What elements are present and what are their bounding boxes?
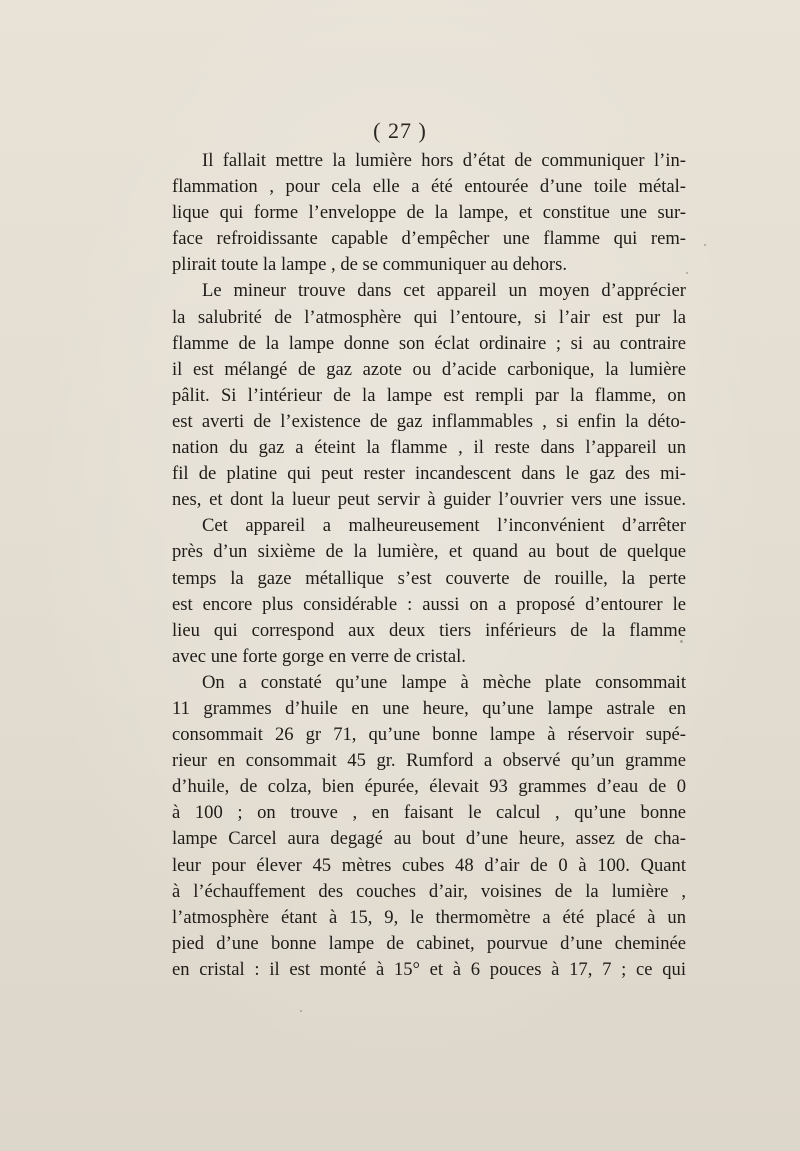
text-line: l’atmosphère étant à 15, 9, le thermomètre a été placé à un [172,906,686,928]
text-line: pied d’une bonne lampe de cabinet, pourvue d’une cheminée [172,932,686,954]
text-line: face refroidissante capable d’empêcher une flamme qui rem- [172,228,686,250]
text-line: avec une forte gorge en verre de cristal. [172,645,466,667]
text-line: la salubrité de l’atmosphère qui l’entoure, si l’air est pur la [172,306,686,328]
body-text [172,148,686,983]
text-line: rieur en consommait 45 gr. Rumford a observé qu’un gramme [172,750,686,772]
text-line: plirait toute la lampe , de se communiquer au dehors. [172,254,567,276]
text-line: nation du gaz a éteint la flamme , il reste dans l’appareil un [172,437,686,459]
text-line: il est mélangé de gaz azote ou d’acide carbonique, la lumière [172,358,686,380]
text-line: fil de platine qui peut rester incandescent dans le gaz des mi- [172,463,686,485]
text-line: à l’échauffement des couches d’air, voisines de la lumière , [172,880,686,902]
text-line: flammation , pour cela elle a été entourée d’une toile métal- [172,176,686,198]
text-line: lampe Carcel aura degagé au bout d’une heure, assez de cha- [172,828,686,850]
text-line: pâlit. Si l’intérieur de la lampe est rempli par la flamme, on [172,384,686,406]
text-line: 11 grammes d’huile en une heure, qu’une lampe astrale en [172,697,686,719]
text-line: à 100 ; on trouve , en faisant le calcul , qu’une bonne [172,802,686,824]
text-line: est averti de l’existence de gaz inflammables , si enfin la déto- [172,410,686,432]
text-line: flamme de la lampe donne son éclat ordinaire ; si au contraire [172,332,686,354]
paper-speck [704,244,706,246]
text-line: lique qui forme l’enveloppe de la lampe, et constitue une sur- [172,202,686,224]
text-line: d’huile, de colza, bien épurée, élevait 93 grammes d’eau de 0 [172,776,686,798]
text-line: On a constaté qu’une lampe à mèche plate consommait [202,671,686,693]
text-line: Le mineur trouve dans cet appareil un moyen d’apprécier [202,280,686,302]
page-number: ( 27 ) [373,118,427,143]
text-line: près d’un sixième de la lumière, et quand au bout de quelque [172,541,686,563]
text-line: est encore plus considérable : aussi on a proposé d’entourer le [172,593,686,615]
text-line: Il fallait mettre la lumière hors d’état de communiquer l’in- [202,150,686,171]
paper-speck [686,272,688,274]
text-line: leur pour élever 45 mètres cubes 48 d’air de 0 à 100. Quant [172,854,686,876]
text-line: consommait 26 gr 71, qu’une bonne lampe à réservoir supé- [172,724,686,746]
text-line: en cristal : il est monté à 15° et à 6 pouces à 17, 7 ; ce qui [172,958,686,980]
text-line: nes, et dont la lueur peut servir à guider l’ouvrier vers une issue. [172,489,686,511]
paper-speck [300,1010,302,1012]
text-line: Cet appareil a malheureusement l’inconvénient d’arrêter [202,515,686,537]
text-line: temps la gaze métallique s’est couverte de rouille, la perte [172,567,686,589]
text-line: lieu qui correspond aux deux tiers inférieurs de la flamme [172,619,686,641]
paper-speck [680,640,683,643]
